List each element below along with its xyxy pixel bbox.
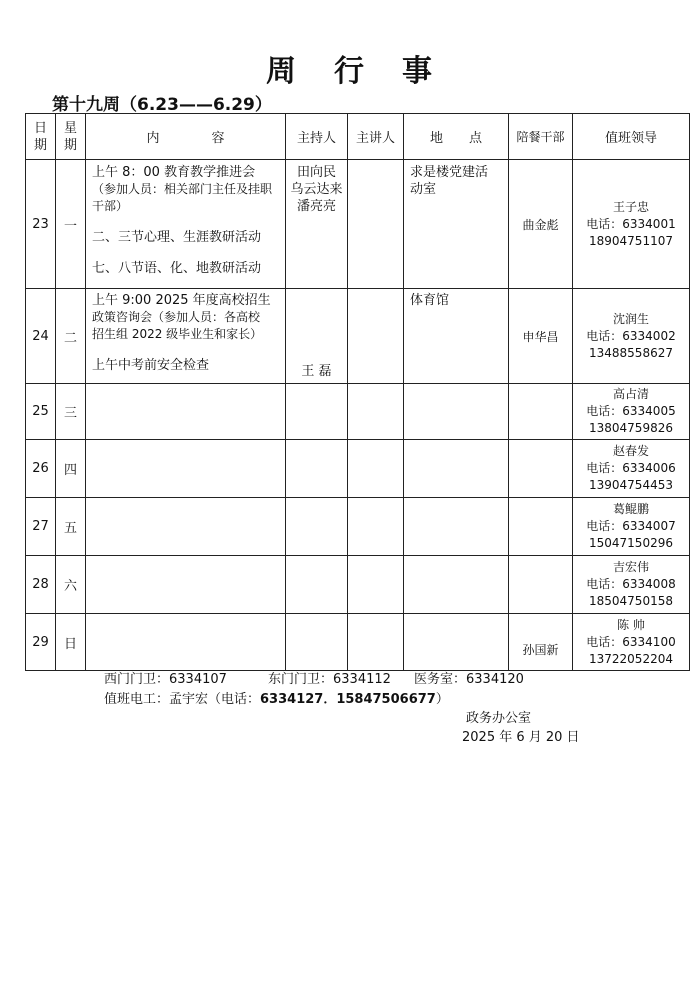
date-cell: 26 — [26, 440, 56, 498]
header-escort: 陪餐干部 — [509, 114, 573, 160]
location-cell — [404, 498, 509, 556]
speaker-cell — [348, 498, 404, 556]
table-row — [26, 289, 690, 384]
weekday-cell: 四 — [56, 440, 86, 498]
host-cell — [286, 440, 348, 498]
header-content: 内 容 — [86, 114, 286, 160]
speaker-cell — [348, 556, 404, 614]
issue-date: 2025 年 6 月 20 日 — [462, 730, 580, 745]
speaker-cell — [348, 289, 404, 384]
escort-cell — [509, 556, 573, 614]
electrician-line — [104, 688, 449, 707]
escort-cell: 申华昌 — [509, 289, 573, 384]
weekday-cell: 二 — [56, 289, 86, 384]
header-row — [26, 114, 690, 160]
host-cell — [286, 384, 348, 440]
header-weekday: 星 期 — [56, 114, 86, 160]
table-row — [26, 556, 690, 614]
electrician-phones: 6334127．15847506677 — [260, 692, 436, 707]
location-cell: 体育馆 — [404, 289, 509, 384]
host-cell: 田向民 乌云达来 潘亮亮 — [286, 160, 348, 289]
table-row — [26, 160, 690, 289]
speaker-cell — [348, 614, 404, 671]
leader-cell: 沈润生 电话：6334002 13488558627 — [573, 289, 690, 384]
weekday-cell: 三 — [56, 384, 86, 440]
office-signature: 政务办公室 — [466, 711, 532, 726]
date-cell: 29 — [26, 614, 56, 671]
header-leader: 值班领导 — [573, 114, 690, 160]
weekday-cell: 一 — [56, 160, 86, 289]
header-host: 主持人 — [286, 114, 348, 160]
content-cell — [86, 614, 286, 671]
escort-cell: 曲金彪 — [509, 160, 573, 289]
date-cell: 28 — [26, 556, 56, 614]
content-cell — [86, 384, 286, 440]
content-cell: 上午 8：00 教育教学推进会 （参加人员：相关部门主任及挂职 干部） 二、三节心理、生涯教研活动 七、八节语、化、地教研活动 — [86, 160, 286, 289]
header-speaker: 主讲人 — [348, 114, 404, 160]
week-label: 第十九周（6.23——6.29） — [52, 95, 272, 115]
east-gate-phone: 东门门卫：6334112 — [268, 672, 391, 687]
speaker-cell — [348, 440, 404, 498]
date-cell: 23 — [26, 160, 56, 289]
west-gate-phone: 西门门卫：6334107 — [104, 672, 227, 687]
content-cell: 上午 9:00 2025 年度高校招生 政策咨询会（参加人员：各高校 招生组 2022 级毕业生和家长） 上午中考前安全检查 — [86, 289, 286, 384]
host-cell: 王 磊 — [286, 289, 348, 384]
speaker-cell — [348, 160, 404, 289]
electrician-close: ） — [435, 692, 449, 707]
leader-cell: 吉宏伟 电话：6334008 18504750158 — [573, 556, 690, 614]
electrician-label: 值班电工：孟宇宏（电话： — [104, 692, 261, 707]
content-cell — [86, 556, 286, 614]
location-cell — [404, 440, 509, 498]
leader-cell: 陈 帅 电话：6334100 13722052204 — [573, 614, 690, 671]
escort-cell — [509, 440, 573, 498]
escort-cell — [509, 384, 573, 440]
leader-cell: 葛鲲鹏 电话：6334007 15047150296 — [573, 498, 690, 556]
weekday-cell: 六 — [56, 556, 86, 614]
date-cell: 27 — [26, 498, 56, 556]
escort-cell — [509, 498, 573, 556]
table-row — [26, 498, 690, 556]
schedule-table — [25, 113, 690, 671]
host-cell — [286, 614, 348, 671]
host-cell — [286, 556, 348, 614]
speaker-cell — [348, 384, 404, 440]
table-row — [26, 440, 690, 498]
content-cell — [86, 498, 286, 556]
location-cell — [404, 556, 509, 614]
content-cell — [86, 440, 286, 498]
date-cell: 25 — [26, 384, 56, 440]
leader-cell: 高占清 电话：6334005 13804759826 — [573, 384, 690, 440]
escort-cell: 孙国新 — [509, 614, 573, 671]
header-date: 日 期 — [26, 114, 56, 160]
host-cell — [286, 498, 348, 556]
weekday-cell: 日 — [56, 614, 86, 671]
location-cell — [404, 614, 509, 671]
date-cell: 24 — [26, 289, 56, 384]
weekday-cell: 五 — [56, 498, 86, 556]
leader-cell: 赵春发 电话：6334006 13904754453 — [573, 440, 690, 498]
table-row — [26, 614, 690, 671]
page-title: 周 行 事 — [266, 54, 434, 89]
location-cell — [404, 384, 509, 440]
location-cell: 求是楼党建活 动室 — [404, 160, 509, 289]
table-row — [26, 384, 690, 440]
leader-cell: 王子忠 电话：6334001 18904751107 — [573, 160, 690, 289]
clinic-phone: 医务室：6334120 — [414, 672, 524, 687]
header-location: 地 点 — [404, 114, 509, 160]
